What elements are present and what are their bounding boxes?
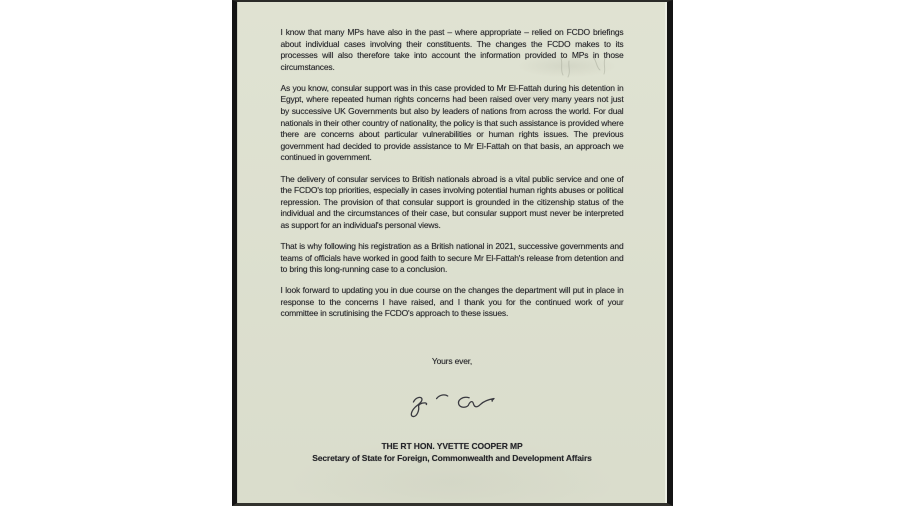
letter-body bbox=[281, 2, 624, 465]
valediction: Yours ever, bbox=[431, 356, 473, 367]
signatory-name: THE RT HON. YVETTE COOPER MP bbox=[381, 440, 523, 451]
signature-row bbox=[281, 390, 624, 426]
letter-paragraph: I know that many MPs have also in the past – where appropriate – relied on FCDO briefings about individual cases involving their constituents. The changes the FCDO makes to its processes will also therefore take into account the information provided to MPs in those circumstances. bbox=[280, 27, 624, 72]
letter-paragraph: The delivery of consular services to British nationals abroad is a vital public service and one of the FCDO's top priorities, especially in cases involving potential human rights abuses or political repression. The provision of that consular support is grounded in the citizenship status of the individual and the circumstances of their case, but consular support must never be interpreted as support for an individual's personal views. bbox=[280, 173, 624, 230]
letter-paragraph: I look forward to updating you in due course on the changes the department will put in place in response to the concerns I have raised, and I thank you for the continued work of your committee in scrutinising the FCDO's approach to these issues. bbox=[280, 285, 624, 319]
scanned-letter-page bbox=[232, 0, 673, 506]
letter-paragraph: That is why following his registration as a British national in 2021, successive governments and teams of officials have worked in good faith to secure Mr El-Fattah's release from detention and to bring this long-running case to a conclusion. bbox=[280, 241, 624, 275]
signatory-title: Secretary of State for Foreign, Commonwealth and Development Affairs bbox=[312, 453, 592, 464]
handwritten-signature-icon bbox=[400, 390, 504, 426]
letter-paragraph: As you know, consular support was in this case provided to Mr El-Fattah during his detention in Egypt, where repeated human rights concerns had been raised over very many years not just by successive UK Governments but also by leaders of nations from across the world. For dual nationals in their other country of nationality, the policy is that such assistance is provided where there are concerns about particular vulnerabilities or human rights issues. The previous government had decided to provide assistance to Mr El-Fattah on that basis, an approach we continued in government. bbox=[280, 82, 624, 163]
